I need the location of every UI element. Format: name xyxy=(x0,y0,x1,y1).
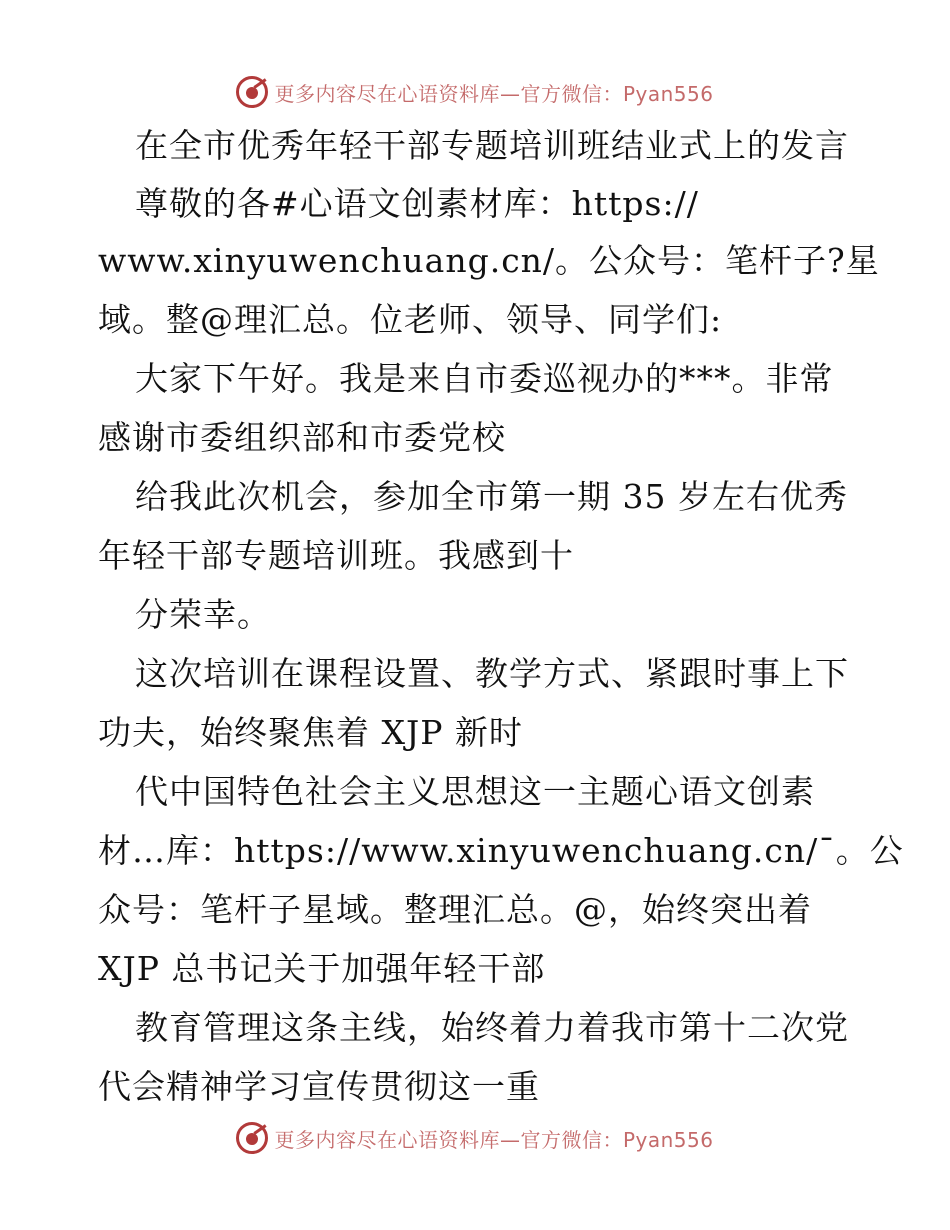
text-line: 材…库：https://www.xinyuwenchuang.cn/ˉ。公 xyxy=(98,831,904,870)
text-line: 功夫，始终聚焦着 XJP 新时 xyxy=(98,713,523,752)
watermark-bottom xyxy=(0,1118,950,1158)
watermark-text: 更多内容尽在心语资料库—官方微信：Pyan556 xyxy=(274,1127,714,1152)
text-line: 代会精神学习宣传贯彻这一重 xyxy=(98,1067,540,1106)
text-line: www.xinyuwenchuang.cn/。公众号：笔杆子?星 xyxy=(98,241,880,280)
text-line: 分荣幸。 xyxy=(135,595,271,634)
text-line: 域。整@理汇总。位老师、领导、同学们: xyxy=(98,300,723,339)
text-line: 给我此次机会，参加全市第一期 35 岁左右优秀 xyxy=(135,477,848,516)
text-line: 代中国特色社会主义思想这一主题心语文创素 xyxy=(135,772,815,811)
text-line: XJP 总书记关于加强年轻干部 xyxy=(98,949,546,988)
watermark-text: 更多内容尽在心语资料库—官方微信：Pyan556 xyxy=(274,81,714,106)
document-title: 在全市优秀年轻干部专题培训班结业式上的发言 xyxy=(135,126,849,165)
text-line: 年轻干部专题培训班。我感到十 xyxy=(98,536,574,575)
text-line: 教育管理这条主线，始终着力着我市第十二次党 xyxy=(135,1008,849,1047)
text-line: 这次培训在课程设置、教学方式、紧跟时事上下 xyxy=(135,654,849,693)
text-line: 感谢市委组织部和市委党校 xyxy=(98,418,506,457)
pen-logo-icon xyxy=(236,1122,268,1154)
text-line: 尊敬的各#心语文创素材库：https:// xyxy=(135,184,699,223)
text-line: 众号：笔杆子星域。整理汇总。@，始终突出着 xyxy=(98,890,812,929)
text-line: 大家下午好。我是来自市委巡视办的***。非常 xyxy=(135,359,834,398)
watermark-top xyxy=(0,72,950,112)
pen-logo-icon xyxy=(236,76,268,108)
